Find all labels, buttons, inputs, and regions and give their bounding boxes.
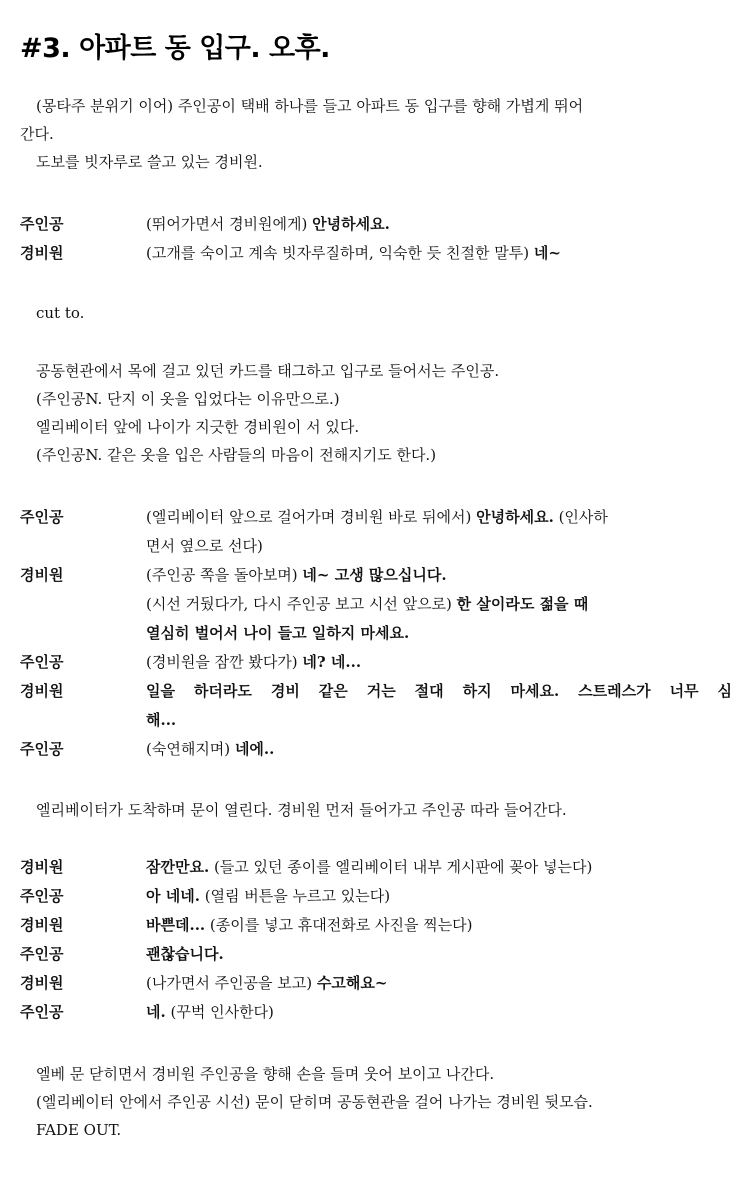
direction: (주인공 쪽을 돌아보며) xyxy=(146,566,303,584)
speaker-name: 주인공 xyxy=(20,653,64,671)
speaker-name: 주인공 xyxy=(20,887,64,905)
action-line: (엘리베이터 안에서 주인공 시선) 문이 닫히며 공동현관을 걸어 나가는 경비원 뒷모습. xyxy=(36,1093,593,1111)
speaker-name: 주인공 xyxy=(20,740,64,758)
dialogue-row xyxy=(20,677,732,735)
direction: (나가면서 주인공을 보고) xyxy=(146,974,317,992)
speaker-name: 주인공 xyxy=(20,215,64,233)
speaker-name: 주인공 xyxy=(20,508,64,526)
dialogue-row xyxy=(20,882,732,911)
action-line: (주인공N. 단지 이 옷을 입었다는 이유만으로.) xyxy=(36,390,340,408)
direction: (인사하 xyxy=(553,508,608,526)
dialogue-line: 네~ 고생 많으십니다. xyxy=(302,566,447,584)
action-line: 엘리베이터 앞에 나이가 지긋한 경비원이 서 있다. xyxy=(36,418,360,436)
direction: (고개를 숙이고 계속 빗자루질하며, 익숙한 듯 친절한 말투) xyxy=(146,244,534,262)
dialogue-row xyxy=(20,503,732,561)
direction: (뛰어가면서 경비원에게) xyxy=(146,215,313,233)
direction: (종이를 넣고 휴대전화로 사진을 찍는다) xyxy=(205,916,473,934)
direction: (경비원을 잠깐 봤다가) xyxy=(146,653,303,671)
dialogue-line: 잠깐만요. xyxy=(146,858,210,876)
speaker-name: 경비원 xyxy=(20,566,64,584)
action-line: FADE OUT. xyxy=(36,1121,122,1139)
speaker-name: 경비원 xyxy=(20,858,64,876)
dialogue-line: 안녕하세요. xyxy=(476,508,554,526)
dialogue-line: 네~ xyxy=(533,244,561,262)
action-line: 엘리베이터가 도착하며 문이 열린다. 경비원 먼저 들어가고 주인공 따라 들어간다. xyxy=(36,801,567,819)
action-block-4 xyxy=(20,1060,732,1144)
dialogue-row xyxy=(20,853,732,882)
action-line: (몽타주 분위기 이어) 주인공이 택배 하나를 들고 아파트 동 입구를 향해 가볍게 뛰어 xyxy=(36,97,584,115)
dialogue-line: 수고해요~ xyxy=(316,974,388,992)
direction: (꾸벅 인사한다) xyxy=(165,1003,274,1021)
scene-heading: #3. 아파트 동 입구. 오후. xyxy=(20,33,330,64)
action-line: 간다. xyxy=(20,125,54,143)
direction: (들고 있던 종이를 엘리베이터 내부 게시판에 꽂아 넣는다) xyxy=(209,858,593,876)
direction: 면서 옆으로 선다) xyxy=(146,537,263,555)
dialogue-row xyxy=(20,911,732,940)
dialogue-row xyxy=(20,940,732,969)
speaker-name: 주인공 xyxy=(20,945,64,963)
dialogue-line: 네? 네... xyxy=(302,653,362,671)
dialogue-line: 안녕하세요. xyxy=(312,215,390,233)
dialogue-line: 네. xyxy=(146,1003,166,1021)
dialogue-line: 열심히 벌어서 나이 들고 일하지 마세요. xyxy=(146,624,410,642)
dialogue-line: 한 살이라도 젊을 때 xyxy=(456,595,589,613)
action-block-3 xyxy=(20,796,732,824)
dialogue-row xyxy=(20,648,732,677)
intro-action xyxy=(20,92,732,176)
direction: (열림 버튼을 누르고 있는다) xyxy=(199,887,391,905)
dialogue-line: 네에.. xyxy=(234,740,275,758)
direction: (시선 거뒀다가, 다시 주인공 보고 시선 앞으로) xyxy=(146,595,457,613)
dialogue-line: 아 네네. xyxy=(146,887,200,905)
transition-text: cut to. xyxy=(36,304,85,322)
dialogue-row xyxy=(20,735,732,764)
dialogue-row xyxy=(20,969,732,998)
direction: (숙연해지며) xyxy=(146,740,235,758)
dialogue-row xyxy=(20,210,732,239)
dialogue-row xyxy=(20,998,732,1027)
speaker-name: 경비원 xyxy=(20,682,64,700)
transition xyxy=(20,299,732,327)
speaker-name: 경비원 xyxy=(20,244,64,262)
dialogue-row xyxy=(20,239,732,268)
dialogue-block-1 xyxy=(20,210,732,268)
speaker-name: 경비원 xyxy=(20,916,64,934)
action-line: 도보를 빗자루로 쓸고 있는 경비원. xyxy=(36,153,263,171)
action-block-2 xyxy=(20,357,732,469)
speaker-name: 경비원 xyxy=(20,974,64,992)
action-line: 엘베 문 닫히면서 경비원 주인공을 향해 손을 들며 웃어 보이고 나간다. xyxy=(36,1065,495,1083)
dialogue-line: 괜찮습니다. xyxy=(146,945,224,963)
action-line: (주인공N. 같은 옷을 입은 사람들의 마음이 전해지기도 한다.) xyxy=(36,446,437,464)
speaker-name: 주인공 xyxy=(20,1003,64,1021)
dialogue-block-2 xyxy=(20,503,732,764)
dialogue-line: 일을 하더라도 경비 같은 거는 절대 하지 마세요. 스트레스가 너무 심 xyxy=(146,682,732,700)
dialogue-line: 바쁜데... xyxy=(146,916,206,934)
dialogue-line: 해... xyxy=(146,711,177,729)
dialogue-row xyxy=(20,561,732,648)
direction: (엘리베이터 앞으로 걸어가며 경비원 바로 뒤에서) xyxy=(146,508,477,526)
action-line: 공동현관에서 목에 걸고 있던 카드를 태그하고 입구로 들어서는 주인공. xyxy=(36,362,500,380)
dialogue-block-3 xyxy=(20,853,732,1027)
